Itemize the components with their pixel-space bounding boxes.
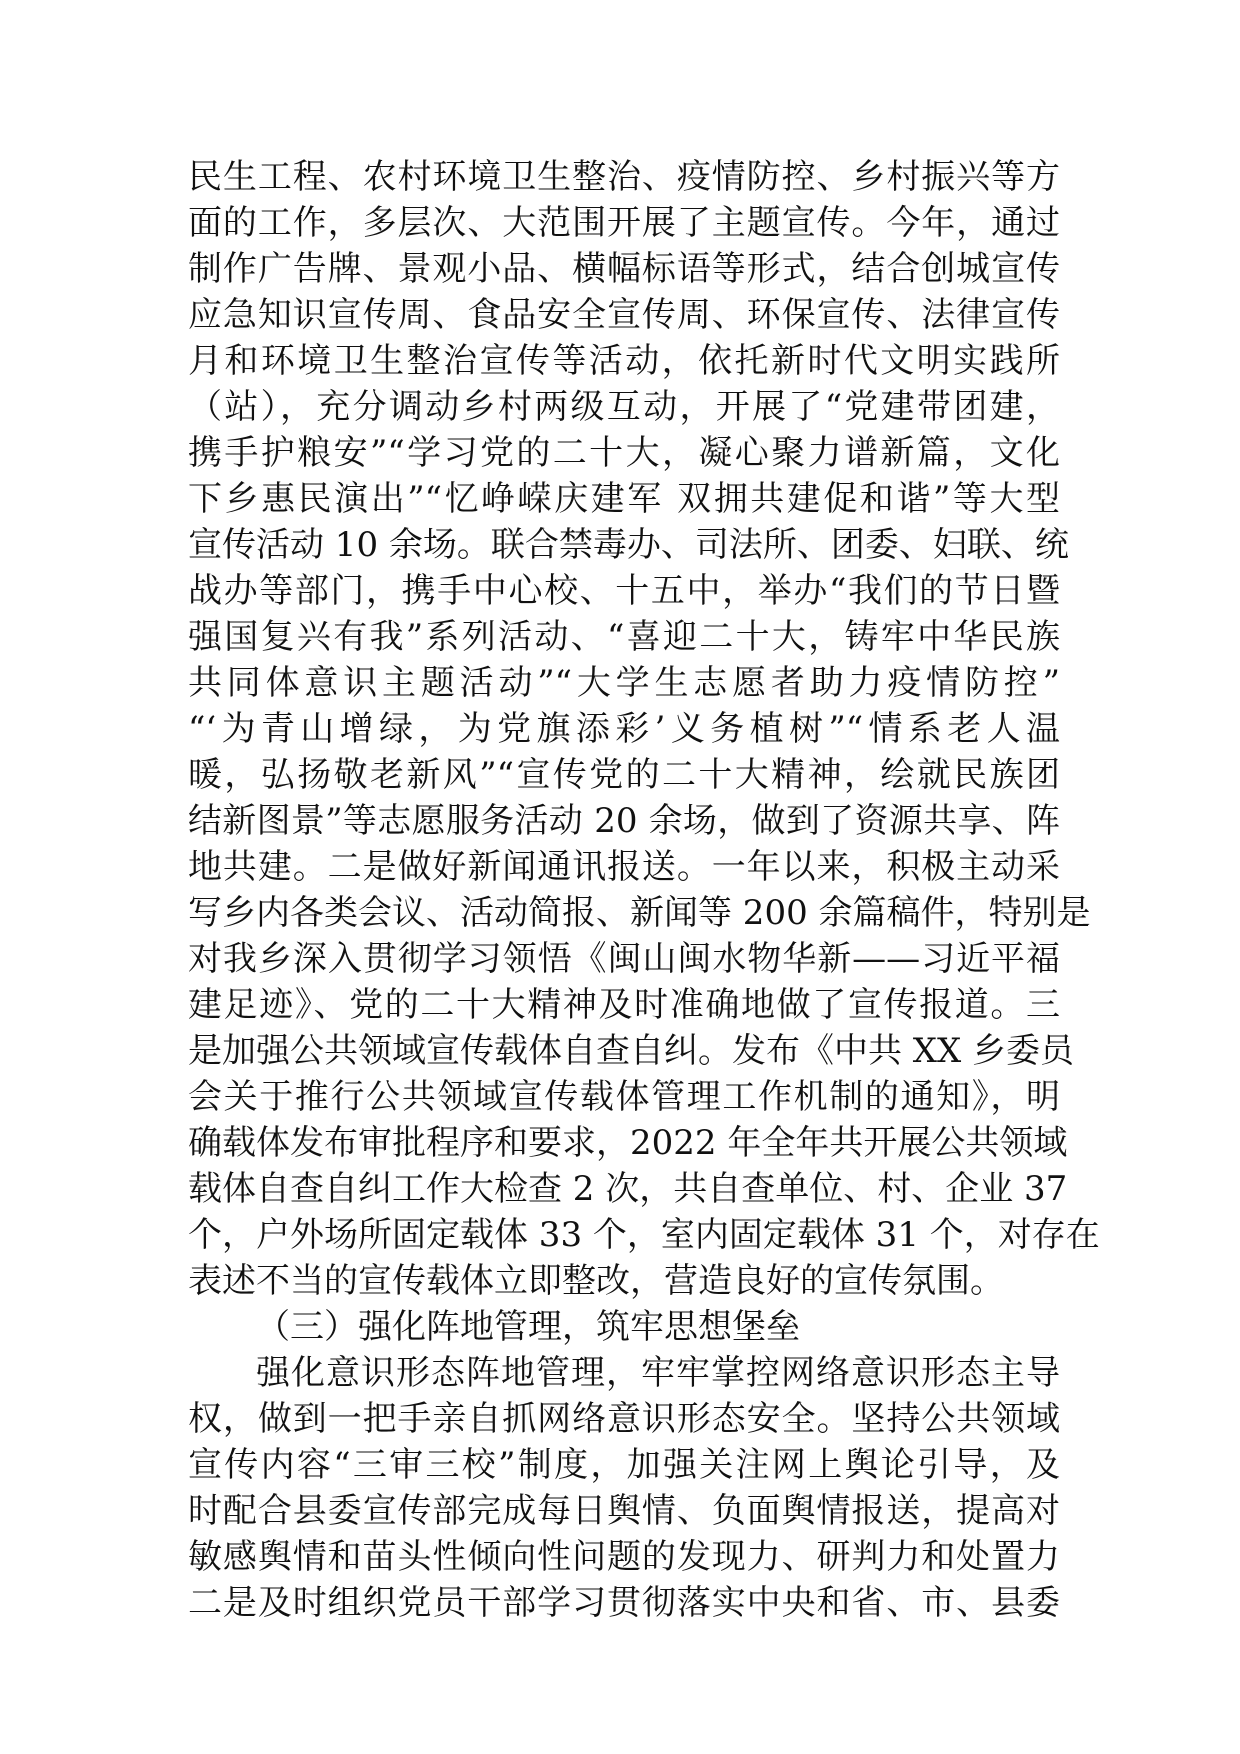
text-line: 结新图景”等志愿服务活动 20 余场，做到了资源共享、阵 xyxy=(188,801,1060,841)
text-line: 权，做到一把手亲自抓网络意识形态安全。坚持公共领域 xyxy=(188,1399,1060,1439)
text-line: 是加强公共领域宣传载体自查自纠。发布《中共 XX 乡委员 xyxy=(188,1031,1075,1071)
paragraph-position-management xyxy=(188,1350,1060,1626)
text-line: 会关于推行公共领域宣传载体管理工作机制的通知》，明 xyxy=(188,1077,1060,1117)
paragraph-publicity-work xyxy=(188,154,1100,1304)
text-line: “‘为青山增绿，为党旗添彩’义务植树”“情系老人温 xyxy=(188,709,1060,749)
document-body xyxy=(188,154,1100,1626)
text-line: 月和环境卫生整治宣传等活动，依托新时代文明实践所 xyxy=(188,341,1060,381)
text-line: 暖，弘扬敬老新风”“宣传党的二十大精神，绘就民族团 xyxy=(188,755,1060,795)
text-line: 对我乡深入贯彻学习领悟《闽山闽水物华新——习近平福 xyxy=(188,939,1060,979)
text-line: 敏感舆情和苗头性倾向性问题的发现力、研判力和处置力 xyxy=(188,1537,1060,1577)
text-line: 面的工作，多层次、大范围开展了主题宣传。今年，通过 xyxy=(188,203,1060,243)
text-line: 地共建。二是做好新闻通讯报送。一年以来，积极主动采 xyxy=(188,847,1060,887)
text-line: 战办等部门，携手中心校、十五中，举办“我们的节日暨 xyxy=(188,571,1060,611)
text-line: 共同体意识主题活动”“大学生志愿者助力疫情防控” xyxy=(188,663,1060,703)
text-line: （站），充分调动乡村两级互动，开展了“党建带团建， xyxy=(188,387,1060,427)
text-line: 应急知识宣传周、食品安全宣传周、环保宣传、法律宣传 xyxy=(188,295,1060,335)
text-line: 确载体发布审批程序和要求，2022 年全年共开展公共领域 xyxy=(188,1123,1068,1163)
text-line: 表述不当的宣传载体立即整改，营造良好的宣传氛围。 xyxy=(188,1261,1004,1301)
text-line: 强化意识形态阵地管理，牢牢掌控网络意识形态主导 xyxy=(256,1353,1060,1393)
text-line: 强国复兴有我”系列活动、“喜迎二十大，铸牢中华民族 xyxy=(188,617,1060,657)
text-line: 时配合县委宣传部完成每日舆情、负面舆情报送，提高对 xyxy=(188,1491,1060,1531)
text-line: 个，户外场所固定载体 33 个，室内固定载体 31 个，对存在 xyxy=(188,1215,1100,1255)
text-line: 载体自查自纠工作大检查 2 次，共自查单位、村、企业 37 xyxy=(188,1169,1068,1209)
text-line: 下乡惠民演出”“忆峥嵘庆建军 双拥共建促和谐”等大型 xyxy=(188,479,1060,519)
section-heading: （三）强化阵地管理，筑牢思想堡垒 xyxy=(256,1307,800,1347)
text-line: 携手护粮安”“学习党的二十大，凝心聚力谱新篇，文化 xyxy=(188,433,1060,473)
text-line: 建足迹》、党的二十大精神及时准确地做了宣传报道。三 xyxy=(188,985,1060,1025)
text-line: 民生工程、农村环境卫生整治、疫情防控、乡村振兴等方 xyxy=(188,157,1060,197)
text-line: 写乡内各类会议、活动简报、新闻等 200 余篇稿件，特别是 xyxy=(188,893,1091,933)
text-line: 二是及时组织党员干部学习贯彻落实中央和省、市、县委 xyxy=(188,1583,1060,1623)
text-line: 制作广告牌、景观小品、横幅标语等形式，结合创城宣传 xyxy=(188,249,1060,289)
text-line: 宣传活动 10 余场。联合禁毒办、司法所、团委、妇联、统 xyxy=(188,525,1069,565)
text-line: 宣传内容“三审三校”制度，加强关注网上舆论引导，及 xyxy=(188,1445,1060,1485)
